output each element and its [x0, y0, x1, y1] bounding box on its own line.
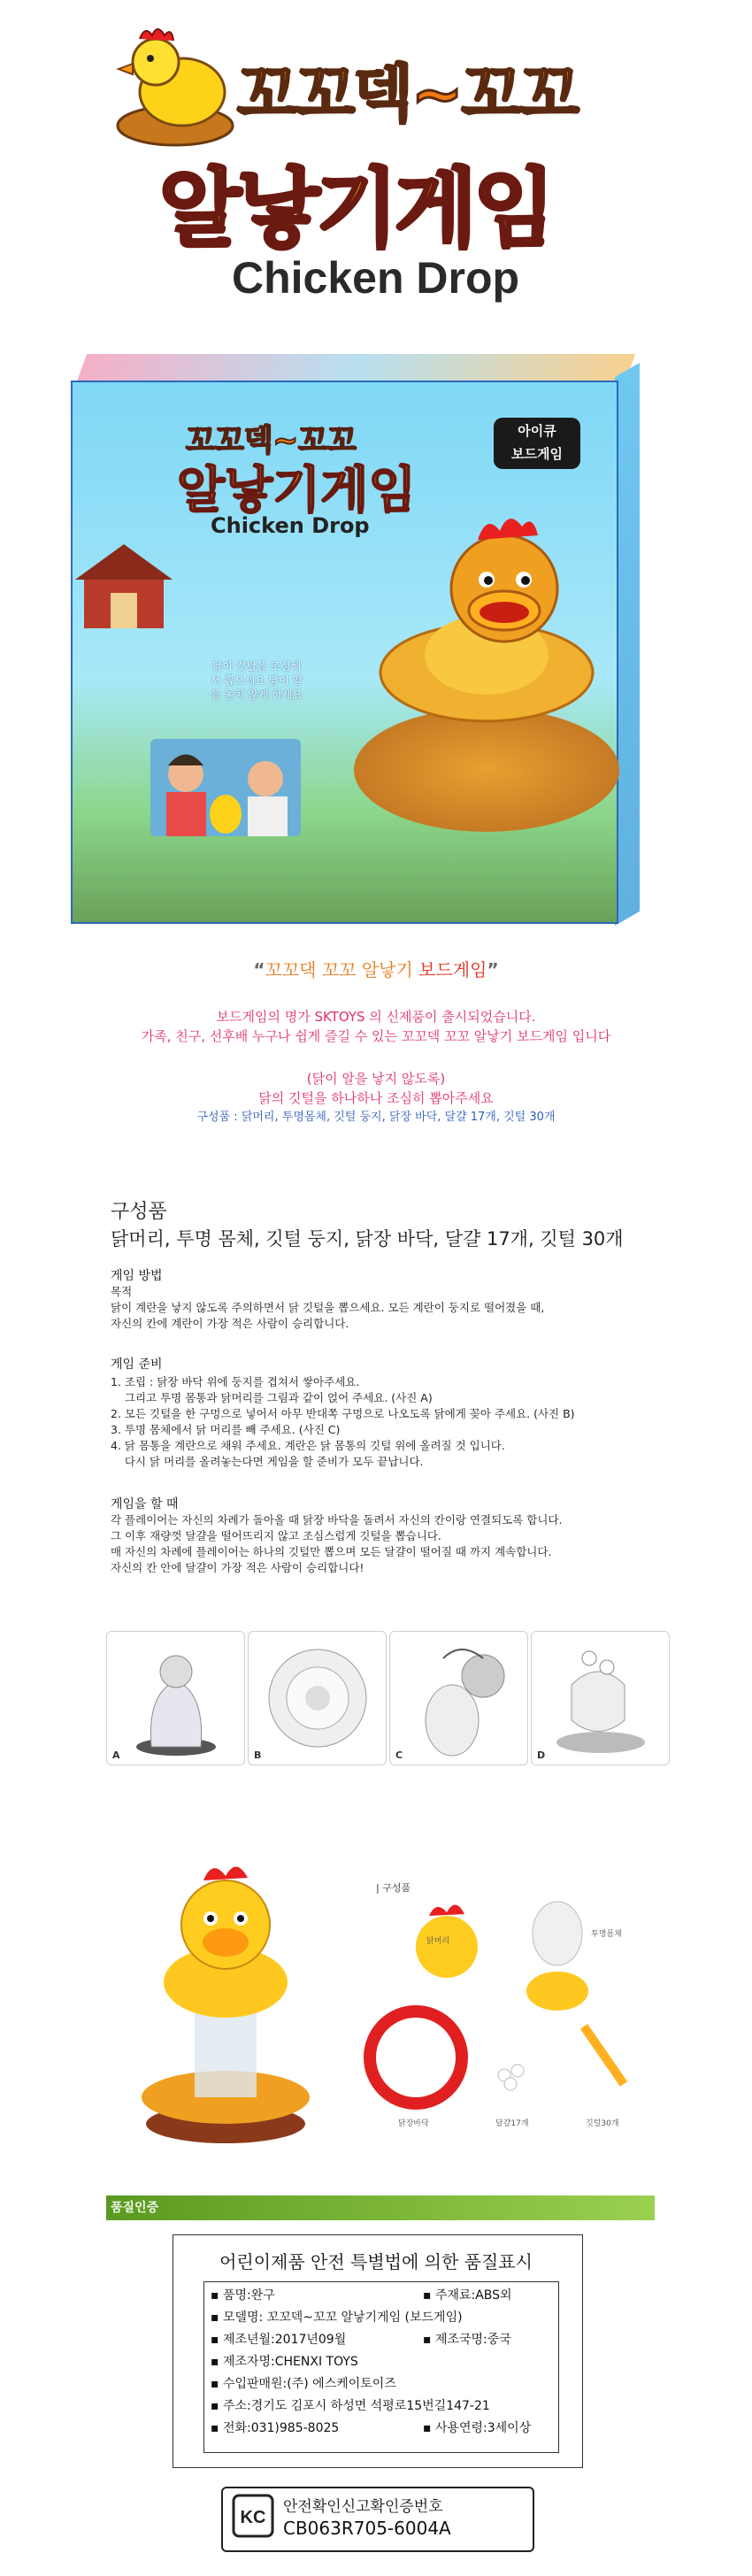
parts-body-label: 투명몸체	[591, 1930, 622, 1939]
play-2: 그 이후 재량껏 달걀을 떨어뜨리지 않고 조심스럽게 깃털을 뽑습니다.	[111, 1529, 441, 1542]
kc-label: 안전확인신고확인증번호	[283, 2498, 443, 2516]
info-product: ▪ 품명:완구	[211, 2288, 275, 2303]
box-title1: 꼬꼬덱~꼬꼬	[186, 423, 357, 458]
play-heading: 게임을 할 때	[111, 1497, 179, 1511]
goal-text-2: 자신의 칸에 계란이 가장 적은 사람이 승리합니다.	[111, 1317, 349, 1330]
prep-5: 4. 닭 몸통을 계란으로 채워 주세요. 계란은 닭 몸통의 깃털 위에 올려질 것 입니다.	[111, 1439, 505, 1452]
info-model: ▪ 모델명: 꼬꼬덱~꼬꼬 알낳기게임 (보드게임)	[211, 2311, 463, 2325]
info-country: ▪ 제조국명:중국	[423, 2333, 511, 2347]
intro-line1: 보드게임의 명가 SKTOYS 의 신제품이 출시되었습니다.	[216, 1009, 536, 1025]
quality-bar	[106, 2195, 655, 2220]
info-address: ▪ 주소:경기도 김포시 하성면 석평로15번길147-21	[211, 2399, 490, 2413]
step-photo-a: A	[106, 1631, 245, 1765]
chicken-illustration	[372, 504, 602, 734]
play-1: 각 플레이어는 자신의 차례가 돌아올 때 닭장 바닥을 돌려서 자신의 칸이랑 연결되도록 합니다.	[111, 1513, 563, 1526]
goal-text-1: 닭이 계란을 낳지 않도록 주의하면서 닭 깃털을 뽑으세요. 모든 계란이 둥지로 떨어졌을 때,	[111, 1301, 545, 1314]
method-heading: 게임 방법	[111, 1269, 163, 1283]
kc-number: CB063R705-6004A	[283, 2518, 451, 2539]
prep-1: 1. 조립 : 닭장 바닥 위에 둥지를 겹쳐서 쌓아주세요.	[111, 1375, 360, 1388]
quality-title: 어린이제품 안전 특별법에 의한 품질표시	[219, 2251, 533, 2272]
assembled-chicken-photo	[133, 1858, 318, 2150]
title-line2: 알낳기게임	[159, 159, 552, 258]
svg-text:KC: KC	[240, 2508, 266, 2527]
kc-mark-icon	[232, 2494, 274, 2538]
title-line1: 꼬꼬덱~꼬꼬	[237, 58, 578, 130]
parts-head-label: 닭머리	[426, 1937, 450, 1946]
title-english: Chicken Drop	[232, 253, 520, 303]
box-top	[76, 354, 635, 384]
intro-line5: 구성품 : 닭머리, 투명몸체, 깃털 둥지, 닭장 바닥, 달걀 17개, 깃털 30개	[196, 1111, 556, 1124]
parts-feathers-label: 깃털30개	[586, 2119, 619, 2128]
intro-line3: (닭이 알을 낳지 않도록)	[306, 1071, 446, 1087]
hen-logo	[113, 19, 237, 152]
parts-base-label: 닭장바닥	[398, 2119, 429, 2128]
prep-3: 2. 모든 깃털을 한 구멍으로 넣어서 아무 반대쪽 구멍으로 나오도록 닭에게 꽂아 주세요. (사진 B)	[111, 1407, 575, 1420]
intro-line2: 가족, 친구, 선후배 누구나 쉽게 즐길 수 있는 꼬꼬덱 꼬꼬 알낳기 보드게임 입니다	[141, 1028, 611, 1044]
components-list: 닭머리, 투명 몸체, 깃털 둥지, 닭장 바닥, 달걀 17개, 깃털 30개	[111, 1228, 624, 1250]
info-age: ▪ 사용연령:3세이상	[423, 2421, 532, 2435]
box-tag-text: 닭이 깃털을 조심해서 뽑으세요 닭이 알을 놓치 않게 하세요	[210, 660, 303, 701]
info-maker: ▪ 제조자명:CHENXI TOYS	[211, 2355, 358, 2369]
components-title: 구성품	[111, 1201, 167, 1223]
parts-eggs-label: 달걀17개	[495, 2119, 529, 2128]
prep-4: 3. 투명 몸체에서 닭 머리를 빼 주세요. (사진 C)	[111, 1423, 341, 1436]
box-side	[615, 363, 640, 926]
info-date: ▪ 제조년월:2017년09월	[211, 2333, 347, 2347]
kids-photo	[150, 739, 301, 836]
quality-bar-label: 품질인증	[111, 2201, 159, 2215]
iq-boardgame-badge: 아이큐 보드게임	[494, 418, 580, 469]
info-phone: ▪ 전화:031)985-8025	[211, 2421, 340, 2435]
info-importer: ▪ 수입판매원:(주) 에스케이토이즈	[211, 2377, 396, 2391]
step-photo-d: D	[531, 1631, 670, 1765]
step-photo-b: B	[248, 1631, 387, 1765]
prep-2: 그리고 투명 몸통과 닭머리를 그림과 같이 얹어 주세요. (사진 A)	[111, 1391, 433, 1404]
play-4: 자신의 칸 안에 달걀이 가장 적은 사람이 승리합니다!	[111, 1561, 364, 1574]
barn-image	[75, 540, 199, 637]
play-3: 매 자신의 차례에 플레이어는 하나의 깃털만 뽑으며 모든 달걀이 떨어질 때 까지 계속합니다.	[111, 1545, 552, 1558]
prep-6: 다시 닭 머리를 올려놓는다면 게임을 할 준비가 모두 끝납니다.	[111, 1455, 424, 1468]
info-material: ▪ 주재료:ABS외	[423, 2288, 512, 2303]
goal-heading: 목적	[111, 1285, 133, 1298]
tagline: “꼬꼬댁 꼬꼬 알낳기 보드게임”	[253, 959, 499, 980]
parts-title: | 구성품	[376, 1882, 411, 1894]
box-title2: 알낳기게임	[177, 462, 417, 519]
step-photo-c: C	[389, 1631, 528, 1765]
intro-line4: 닭의 깃털을 하나하나 조심히 뽑아주세요	[258, 1090, 494, 1106]
box-title-english: Chicken Drop	[211, 513, 370, 538]
prep-heading: 게임 준비	[111, 1357, 163, 1372]
